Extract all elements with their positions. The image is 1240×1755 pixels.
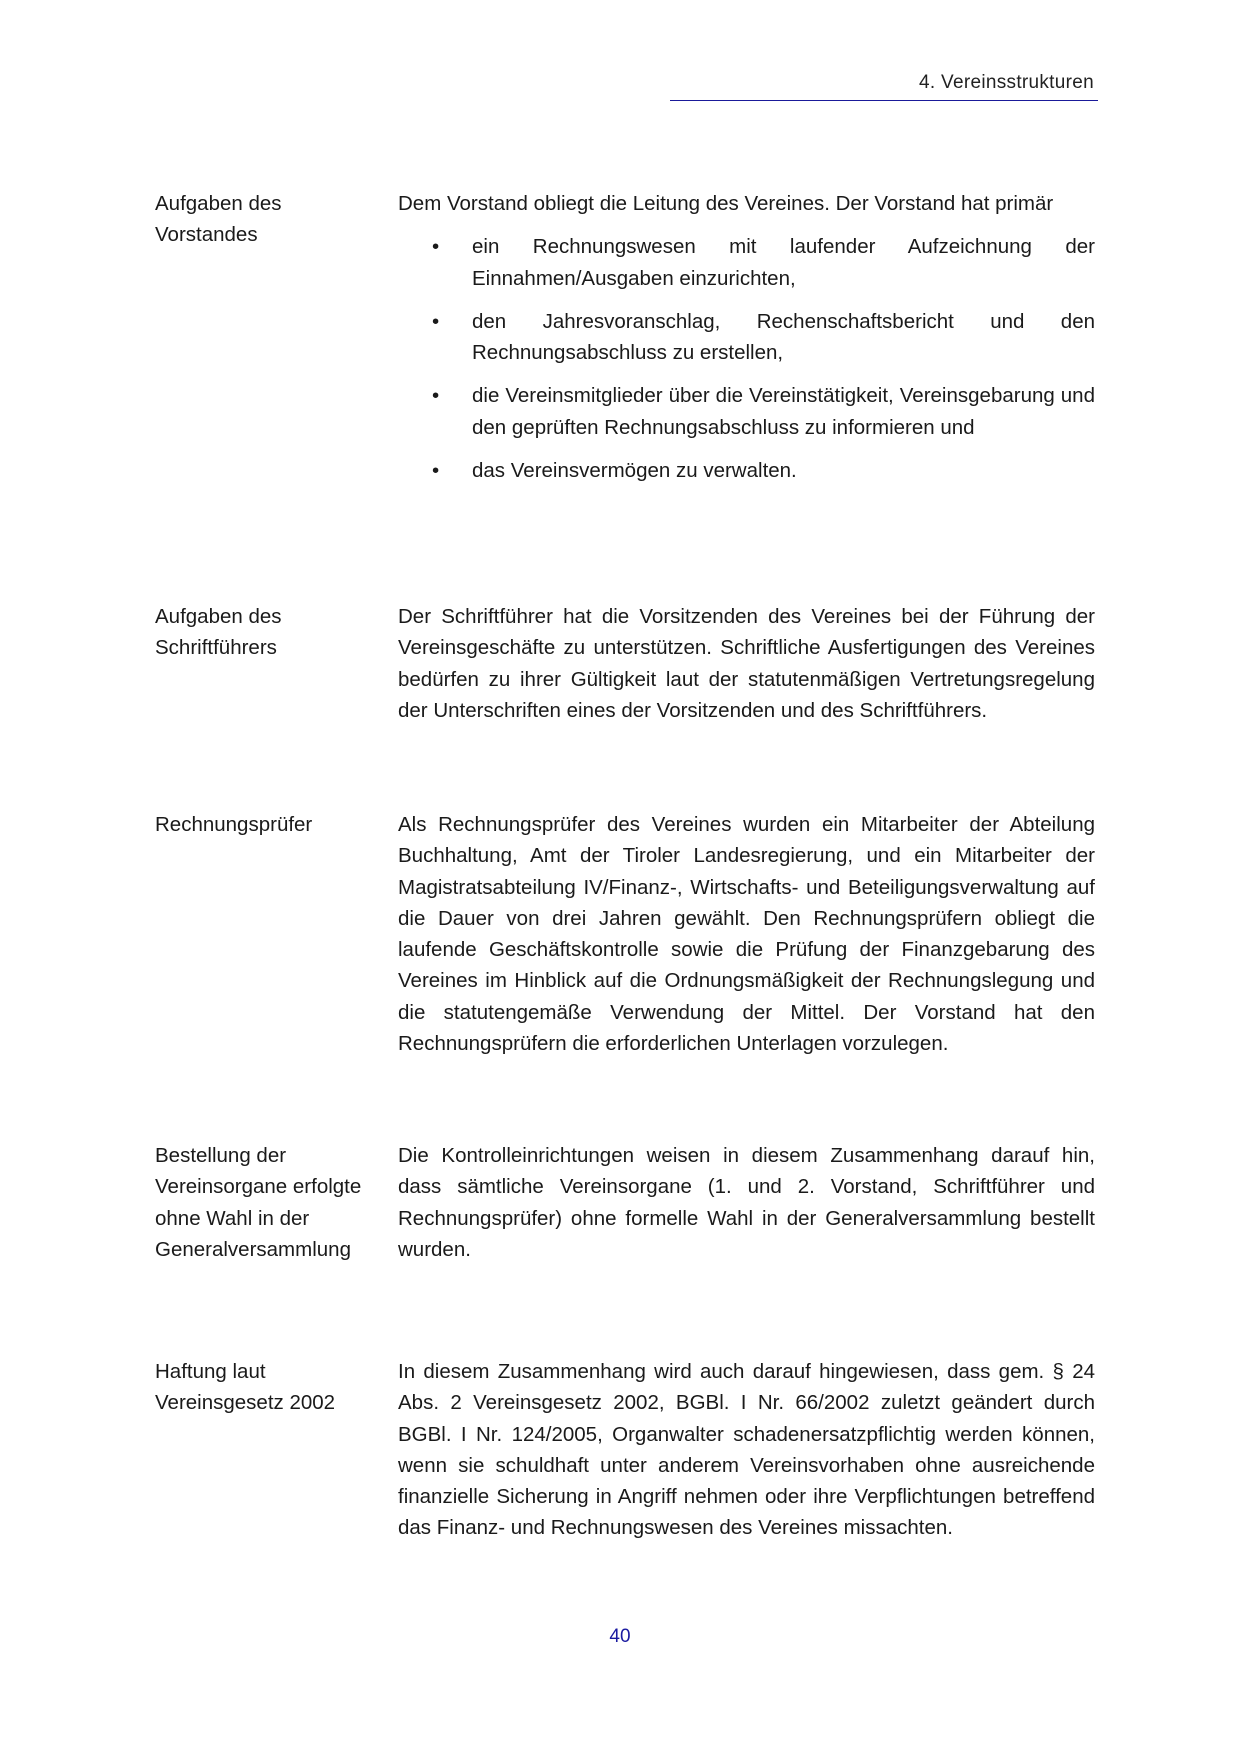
- header-rule: [670, 100, 1098, 101]
- margin-label: Rechnungsprüfer: [155, 813, 313, 836]
- list-item-text: ein Rechnungswesen mit laufender Aufzeichnung der Einnahmen/Ausgaben einzurichten,: [472, 235, 1095, 290]
- bullet-icon: •: [432, 384, 440, 408]
- paragraph: Als Rechnungsprüfer des Vereines wurden ein Mitarbeiter der Abteilung Buchhaltung, Amt der Tiroler Landesregierung, und ein Mitarbeiter der Magistratsabteilung IV/Finanz-, Wirtschafts- und Beteiligungsverwaltung auf die Dauer von drei Jahren gewählt. Den Rechnungsprüfern obliegt die laufende Geschäftskontrolle sowie die Prüfung der Finanzgebarung des Vereines im Hinblick auf die Ordnungsmäßigkeit der Rechnungslegung und die statutengemäße Verwendung der Mittel. Der Vorstand hat den Rechnungsprüfern die erforderlichen Unterlagen vorzulegen.: [398, 813, 1095, 1056]
- list-item: [398, 306, 1095, 369]
- list-item-text: das Vereinsvermögen zu verwalten.: [472, 459, 797, 483]
- paragraph: In diesem Zusammenhang wird auch darauf hingewiesen, dass gem. § 24 Abs. 2 Vereinsgesetz 2002, BGBl. I Nr. 66/2002 zuletzt geändert durch BGBl. I Nr. 124/2005, Organwalter schadenersatzpflichtig werden können, wenn sie schuldhaft unter anderem Vereinsvorhaben ohne ausreichende finanzielle Sicherung in Angriff nehmen oder ihre Verpflichtungen betreffend das Finanz- und Rechnungswesen des Vereines missachten.: [398, 1360, 1095, 1540]
- paragraph: Die Kontrolleinrichtungen weisen in diesem Zusammenhang darauf hin, dass sämtliche Vereinsorgane (1. und 2. Vorstand, Schriftführer und Rechnungsprüfer) ohne formelle Wahl in der Generalversammlung bestellt wurden.: [398, 1144, 1095, 1261]
- paragraph: Dem Vorstand obliegt die Leitung des Vereines. Der Vorstand hat primär: [398, 192, 1054, 215]
- margin-label: Aufgaben des Schriftführers: [155, 605, 282, 660]
- margin-label: Aufgaben des Vorstandes: [155, 192, 282, 247]
- list-item: [398, 380, 1095, 443]
- bullet-icon: •: [432, 309, 440, 333]
- list-item-text: die Vereinsmitglieder über die Vereinstätigkeit, Vereinsgebarung und den geprüften Rechnungsabschluss zu informieren und: [472, 384, 1095, 439]
- page-number: 40: [609, 1626, 631, 1647]
- margin-label: Bestellung der Vereinsorgane erfolgte ohne Wahl in der Generalversammlung: [155, 1144, 362, 1261]
- bullet-list: [398, 231, 1095, 486]
- paragraph: Der Schriftführer hat die Vorsitzenden des Vereines bei der Führung der Vereinsgeschäfte zu unterstützen. Schriftliche Ausfertigungen des Vereines bedürfen zu ihrer Gültigkeit laut der statutenmäßigen Vertretungsregelung der Unterschriften eines der Vorsitzenden und des Schriftführers.: [398, 605, 1095, 722]
- section-body: [398, 188, 1095, 498]
- running-header: 4. Vereinsstrukturen: [919, 72, 1094, 93]
- list-item: [398, 455, 1095, 486]
- bullet-icon: •: [432, 235, 440, 259]
- list-item: [398, 231, 1095, 294]
- margin-label: Haftung laut Vereinsgesetz 2002: [155, 1360, 336, 1415]
- bullet-icon: •: [432, 459, 440, 483]
- list-item-text: den Jahresvoranschlag, Rechenschaftsbericht und den Rechnungsabschluss zu erstellen,: [472, 309, 1095, 365]
